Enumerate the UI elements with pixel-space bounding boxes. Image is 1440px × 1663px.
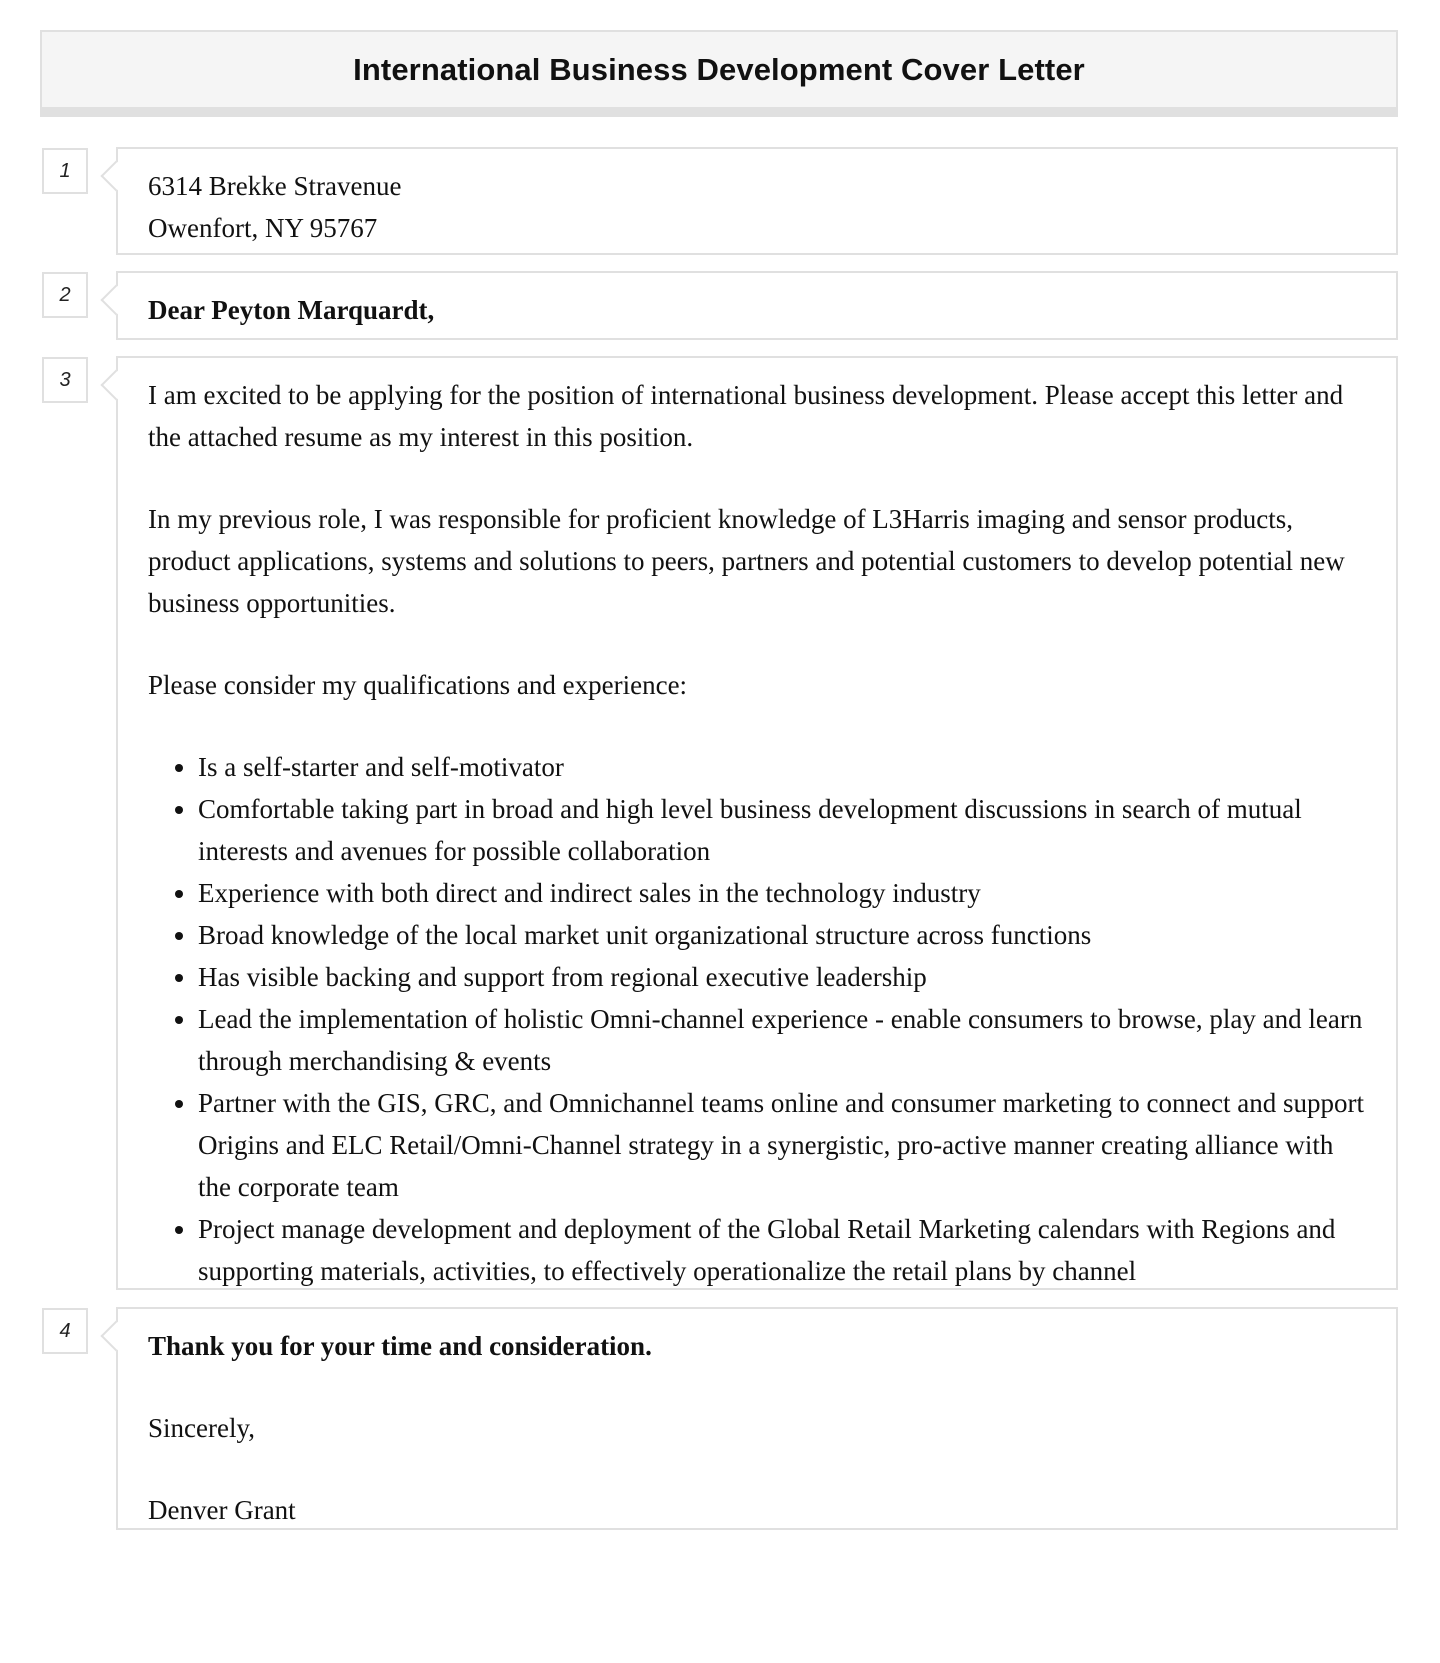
list-item: • Comfortable taking part in broad and high level business development discussions in search of mutual interests and avenues for possible collaboration (198, 788, 1366, 872)
list-item: • Is a self-starter and self-motivator (198, 746, 1366, 788)
list-item: • Has visible backing and support from regional executive leadership (198, 956, 1366, 998)
thanks-line: Thank you for your time and consideration. (148, 1331, 652, 1361)
qualifications-list (148, 746, 1366, 1292)
section-closing (116, 1307, 1398, 1530)
greeting: Dear Peyton Marquardt, (148, 295, 435, 325)
section-address (116, 147, 1398, 255)
signature: Denver Grant (148, 1495, 296, 1525)
list-item: • Broad knowledge of the local market unit organizational structure across functions (198, 914, 1366, 956)
previous-role-paragraph: In my previous role, I was responsible for proficient knowledge of L3Harris imaging and sensor products, product applications, systems and solutions to peers, partners and potential customers to develop potential new business opportunities. (148, 504, 1345, 618)
list-item: • Project manage development and deployment of the Global Retail Marketing calendars with Regions and supporting materials, activities, to effectively operationalize the retail plans by channel (198, 1208, 1366, 1292)
list-item: • Partner with the GIS, GRC, and Omnichannel teams online and consumer marketing to connect and support Origins and ELC Retail/Omni-Channel strategy in a synergistic, pro-active manner creating alliance with the corporate team (198, 1082, 1366, 1208)
address-line-1: 6314 Brekke Stravenue (148, 171, 402, 201)
section-number-1: 1 (42, 148, 88, 194)
list-item: • Experience with both direct and indirect sales in the technology industry (198, 872, 1366, 914)
list-item: • Lead the implementation of holistic Omni-channel experience - enable consumers to browse, play and learn through merchandising & events (198, 998, 1366, 1082)
document-header (40, 30, 1398, 117)
section-number-2: 2 (42, 272, 88, 318)
qualifications-intro: Please consider my qualifications and experience: (148, 670, 688, 700)
section-number-3: 3 (42, 357, 88, 403)
intro-paragraph: I am excited to be applying for the position of international business development. Please accept this letter and the attached resume as my interest in this position. (148, 380, 1344, 452)
section-greeting (116, 271, 1398, 340)
section-body (116, 356, 1398, 1290)
closing-line: Sincerely, (148, 1413, 255, 1443)
page-title: International Business Development Cover Letter (353, 51, 1085, 87)
section-number-4: 4 (42, 1308, 88, 1354)
address-line-2: Owenfort, NY 95767 (148, 213, 378, 243)
